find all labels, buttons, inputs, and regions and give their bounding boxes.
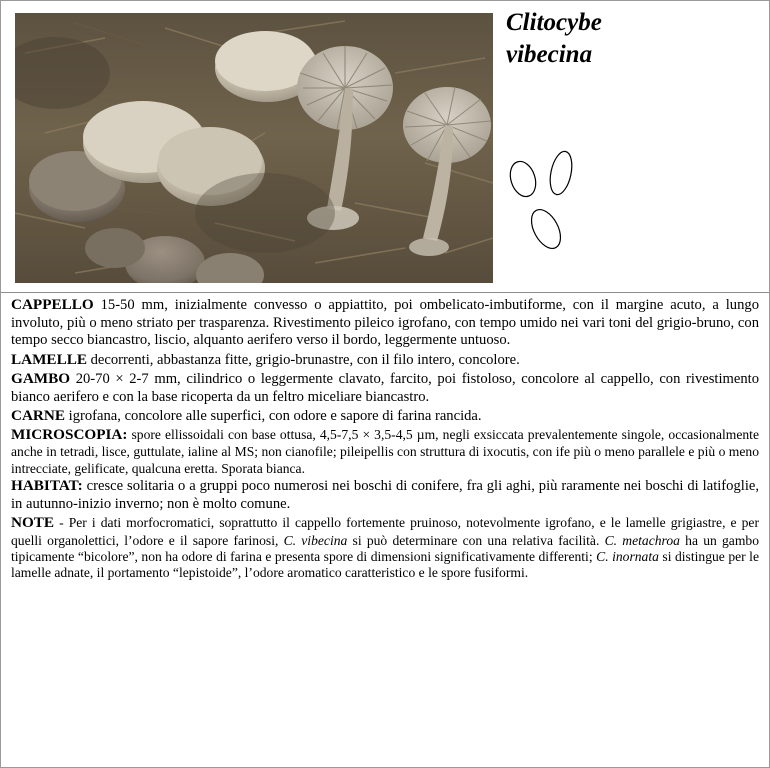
section-carne-text: igrofana, concolore alle superfici, con odore e sapore di farina rancida.	[65, 407, 482, 424]
title-species: vibecina	[506, 41, 593, 68]
section-habitat-text: cresce solitaria o a gruppi poco numerosi nei boschi di conifere, fra gli aghi, più raramente nei boschi di latifoglie, in autunno-inizio inverno; non è molto comune.	[11, 478, 759, 513]
note-part3: ha un gambo tipicamente “bicolore”, non ha odore di farina e presenta spore di dimensioni significativamente differenti;	[11, 532, 760, 564]
note-part4: si distingue per le lamelle adnate, il portamento “lepistoide”, l’odore aromatico caratteristico e le spore fusiformi.	[11, 548, 759, 581]
header-divider	[1, 292, 769, 293]
section-lamelle-text: decorrenti, abbastanza fitte, grigio-brunastre, con il filo intero, concolore.	[86, 351, 520, 368]
section-note	[11, 514, 759, 581]
note-part2: si può determinare con una relativa facilità.	[347, 532, 605, 548]
section-lamelle-lead: LAMELLE	[11, 350, 87, 368]
photo-illustration	[15, 13, 493, 283]
page-title	[506, 7, 756, 71]
header-area	[1, 1, 769, 292]
section-cappello-lead: CAPPELLO	[11, 296, 94, 313]
section-carne	[11, 407, 759, 426]
section-habitat-lead: HABITAT:	[11, 477, 83, 495]
section-gambo	[11, 370, 759, 406]
section-gambo-lead: GAMBO	[11, 369, 71, 387]
section-microscopia-text: spore ellissoidali con base ottusa, 4,5-7,5 × 3,5-4,5 µm, negli exsiccata prevalentemente singole, occasionalmente anche in tetradi, lisce, guttulate, ialine al MS; non cianofile; pileipellis con struttura di ixocutis, con ife più o meno parallele e più o meno intrecciate, gelificate, qualcuna eretta. Sporata bianca.	[11, 427, 759, 476]
section-microscopia-lead: MICROSCOPIA:	[11, 426, 128, 444]
section-note-lead: NOTE	[11, 514, 55, 532]
mushroom-photograph	[15, 13, 493, 283]
section-lamelle	[11, 351, 759, 370]
section-cappello-text: 15-50 mm, inizialmente convesso o appiattito, poi ombelicato-imbutiforme, con il margine acuto, a lungo involuto, più o meno striato per trasparenza. Rivestimento pileico igrofano, con tempo umido nei vari toni del grigio-bruno, con tempo secco biancastro, liscio, alquanto aerifero verso il bordo, leggermente untuoso.	[11, 297, 759, 349]
section-microscopia	[11, 426, 759, 477]
note-italic-metachroa: C. metachroa	[604, 532, 680, 548]
section-cappello	[11, 296, 759, 350]
section-habitat	[11, 477, 759, 513]
note-italic-inornata: C. inornata	[596, 548, 659, 564]
section-gambo-text: 20-70 × 2-7 mm, cilindrico o leggermente clavato, farcito, poi fistoloso, concolore al cappello, con rivestimento bianco aerifero e con la base ricoperta da un feltro miceliare biancastro.	[11, 370, 759, 405]
note-part1: - Per i dati morfocromatici, soprattutto il cappello fortemente pruinoso, notevolmente igrofano, e le lamelle grigiastre, e per quelli organolettici, l’odore e il sapore farinosi,	[11, 515, 759, 548]
description-body	[1, 296, 769, 582]
spore-illustration	[501, 141, 611, 261]
title-genus: Clitocybe	[506, 9, 602, 36]
section-carne-lead: CARNE	[11, 406, 66, 424]
note-italic-vibecina: C. vibecina	[283, 532, 348, 548]
